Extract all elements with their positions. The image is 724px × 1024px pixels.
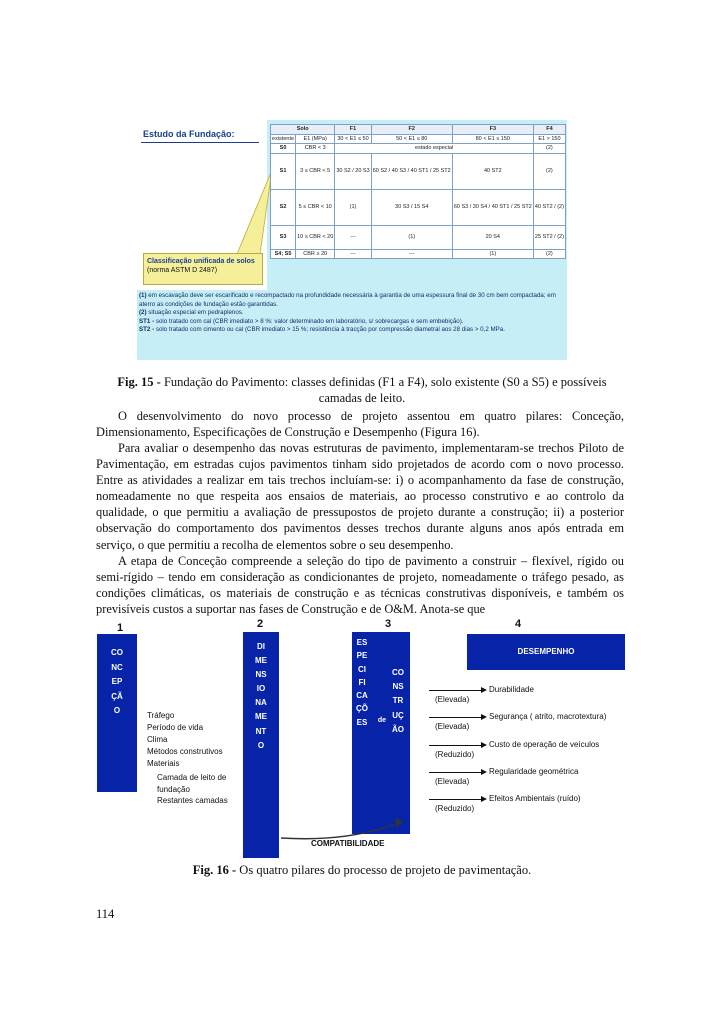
table-cell: (1) (335, 189, 371, 225)
table-cell: --- (371, 249, 452, 259)
arrow-head (481, 796, 487, 802)
note-text: em escavação deve ser escarificado e recompactado na profundidade necessária à garantia de uma espessura final de 30 cm bem compactada; em aterro as condições de fundação estão garantidas. (139, 292, 556, 308)
factor-item: Métodos construtivos (147, 747, 223, 756)
page-number: 114 (96, 907, 115, 921)
pillar-number: 4 (515, 618, 522, 630)
performance-level: (Elevada) (435, 722, 470, 731)
arrow-line (429, 772, 481, 773)
compatibility-label: COMPATIBILIDADE (311, 839, 385, 848)
cbr-cell: 3 ≤ CBR < 5 (296, 153, 335, 189)
factor-item: Clima (147, 735, 168, 744)
caption-text: Fundação do Pavimento: classes definidas (F1 a F4), solo existente (S0 a S5) e possíveis camadas de leito. (163, 375, 607, 405)
performance-label: Regularidade geométrica (489, 767, 579, 776)
performance-label: Durabilidade (489, 685, 534, 694)
table-cell: --- (335, 249, 371, 259)
table-header-cell: F2 (371, 125, 452, 135)
figure-15 (137, 120, 567, 360)
table-row (271, 225, 566, 249)
performance-label: Custo de operação de veículos (489, 740, 600, 749)
table-cell: 40 ST2 (452, 153, 533, 189)
table-header-cell: F3 (452, 125, 533, 135)
especificacoes-label: ESPECIFICAÇÕES (356, 638, 368, 727)
cbr-cell: 5 ≤ CBR < 10 (296, 189, 335, 225)
table-header-cell: F1 (335, 125, 371, 135)
note-tag: (1) (139, 292, 147, 299)
pillar-number: 1 (117, 622, 124, 634)
study-title: Estudo da Fundação: (143, 129, 235, 139)
note (139, 309, 565, 318)
caption-label: Fig. 15 - (117, 375, 161, 389)
table-row (271, 153, 566, 189)
table-notes (139, 292, 565, 335)
soil-class-cell: S2 (271, 189, 296, 225)
de-label: de (377, 717, 387, 724)
performance-level: (Elevada) (435, 695, 470, 704)
note-text: solo tratado com cimento ou cal (CBR imediato > 15 %; resistência à tracção por compressão diametral aos 28 dias > 0,2 MPa. (155, 326, 505, 333)
dimensionamento-label: DIMENSIONAMENTO (255, 642, 267, 750)
cbr-cell: CBR < 3 (296, 144, 335, 154)
caption-text: Os quatro pilares do processo de projeto de pavimentação. (239, 863, 532, 877)
note (139, 292, 565, 309)
figure-15-caption (96, 374, 628, 406)
paragraph: Para avaliar o desempenho das novas estruturas de pavimento, implementaram-se trechos Piloto de Pavimentação, em estradas cujos pavimentos tinham sido projetados de acordo com o novo processo. Entre as atividades a realizar em tais trechos incluíam-se: i) o acompanhamento da fase de construção, nomeadamente no que respeita aos ensaios de materiais, ao processo construtivo e ao controlo da qualidade, o que permitiu a avaliação de pressupostos de projeto durante a construção; ii) a posterior observação do comportamento dos pavimentos desses trechos durante alguns anos após entrada em serviço, o que permitiu a recolha de elementos sobre o seu desempenho. (96, 441, 624, 552)
table-cell: estado especial (335, 144, 534, 154)
table-cell: 30 < E1 ≤ 50 (335, 134, 371, 144)
note-tag: ST2 - (139, 326, 155, 333)
note-text: situação especial em pedraplenos. (148, 309, 244, 316)
factor-item: Período de vida (147, 723, 204, 732)
paragraph: A etapa de Conceção compreende a seleção do tipo de pavimento a construir – flexível, rígido ou semi-rígido – tendo em consideração as condicionantes de projeto, nomeadamente o tráfego pesado, as condições climáticas, os materiais de construção e as técnicas construtivas disponíveis, e também os previsíveis custos a suportar nas fases de Construção e de O&M. Anota-se que (96, 554, 624, 617)
performance-level: (Reduzido) (435, 804, 475, 813)
table-cell: 40 ST2 / (2) (533, 189, 565, 225)
table-header-row (271, 125, 566, 135)
table-header-cell: F4 (533, 125, 565, 135)
note-tag: ST1 - (139, 317, 155, 325)
figure-16 (97, 616, 630, 861)
performance-label: Segurança ( atrito, macrotextura) (489, 712, 607, 721)
table-cell: (2) (533, 144, 565, 154)
table-row (271, 144, 566, 154)
arrow-head (481, 714, 487, 720)
pillar-desempenho: DESEMPENHO (467, 634, 625, 670)
arrow-line (429, 717, 481, 718)
foundation-classes-table (270, 124, 566, 259)
table-cell: (2) (533, 249, 565, 259)
table-subheader-row (271, 134, 566, 144)
table-header-cell: Solo (271, 125, 335, 135)
classification-callout (143, 253, 263, 285)
table-cell: E1 (MPa) (296, 134, 335, 144)
performance-level: (Reduzido) (435, 750, 475, 759)
construcao-label: CONSTRUÇÃO (392, 668, 404, 734)
arrow-line (429, 690, 481, 691)
caption-label: Fig. 16 - (192, 863, 237, 877)
arrow-head (481, 687, 487, 693)
cbr-cell: CBR ≥ 20 (296, 249, 335, 259)
pillar-dimensionamento (243, 632, 279, 858)
soil-class-cell: S1 (271, 153, 296, 189)
factor-item: Materiais (147, 759, 180, 768)
note (139, 326, 565, 335)
arrow-line (429, 799, 481, 800)
table-cell: (1) (452, 249, 533, 259)
table-cell: 80 < E1 ≤ 150 (452, 134, 533, 144)
table-cell: 20 S4 (452, 225, 533, 249)
table-row (271, 189, 566, 225)
table-cell: 25 ST2 / (2) (533, 225, 565, 249)
factor-item: Tráfego (147, 711, 175, 720)
pillar-number: 3 (385, 618, 392, 630)
table-cell: 60 S3 / 30 S4 / 40 ST1 / 25 ST2 (452, 189, 533, 225)
figure-16-caption (96, 863, 628, 878)
arrow-head (481, 742, 487, 748)
table-row (271, 249, 566, 259)
pillar-number: 2 (257, 618, 264, 630)
table-cell: existente (272, 135, 295, 142)
note (139, 318, 565, 327)
performance-label: Efeitos Ambientais (ruído) (489, 794, 581, 803)
subfactor-item: Restantes camadas (157, 796, 228, 805)
table-cell: 30 S2 / 20 S3 (335, 153, 371, 189)
soil-class-cell: S4; S5 (271, 249, 296, 259)
concepcao-label: CONCEPÇÃO (111, 648, 123, 716)
table-cell: (1) (371, 225, 452, 249)
subfactor-item: Camada de leito de fundação (157, 773, 227, 794)
soil-class-cell: S0 (271, 144, 296, 154)
table-cell: --- (335, 225, 371, 249)
table-cell: E1 > 150 (533, 134, 565, 144)
classification-norm: (norma ASTM D 2487) (147, 267, 218, 274)
pillar-especificacoes (352, 632, 410, 834)
arrow-line (429, 745, 481, 746)
pillar-concepcao (97, 634, 137, 792)
table-cell: 30 S3 / 15 S4 (371, 189, 452, 225)
table-cell: (2) (533, 153, 565, 189)
cbr-cell: 10 ≤ CBR < 20 (296, 225, 335, 249)
note-text: solo tratado com cal (CBR imediato > 8 %: valor determinado em laboratório, s/ sobrecargas e sem embebição). (155, 317, 464, 325)
table-cell: 60 S2 / 40 S3 / 40 ST1 / 25 ST2 (371, 153, 452, 189)
performance-level: (Elevada) (435, 777, 470, 786)
arrow-head (481, 769, 487, 775)
note-tag: (2) (139, 309, 147, 316)
table-cell: 50 < E1 ≤ 80 (371, 134, 452, 144)
soil-class-cell: S3 (271, 225, 296, 249)
paragraph: O desenvolvimento do novo processo de projeto assentou em quatro pilares: Conceção, Dimensionamento, Especificações de Construção e Desempenho (Figura 16). (96, 409, 624, 440)
classification-title: Classificação unificada de solos (147, 258, 255, 265)
